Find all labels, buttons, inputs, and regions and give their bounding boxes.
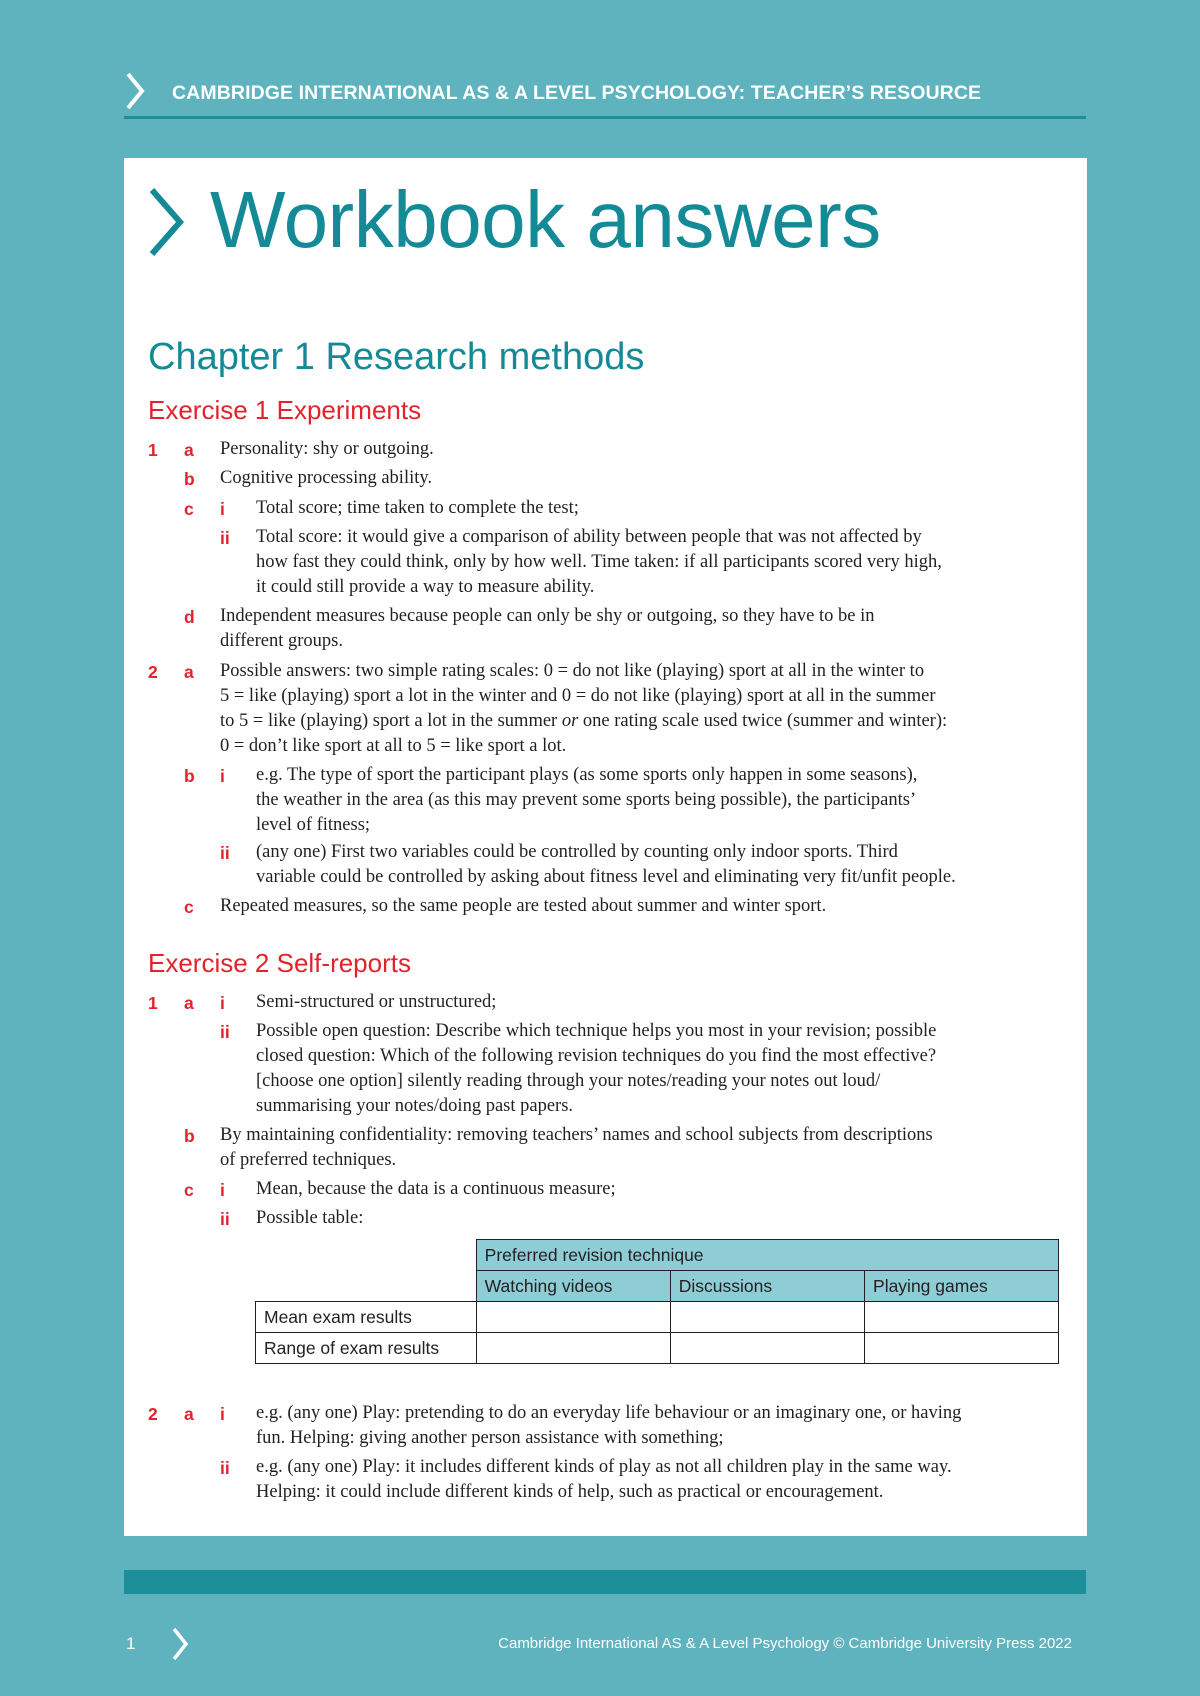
answer-line: summarising your notes/doing past papers. — [256, 1096, 574, 1116]
part-marker: c — [184, 499, 194, 519]
table-row — [256, 1333, 1059, 1364]
part-marker: a — [184, 993, 194, 1013]
part-marker: d — [184, 607, 195, 627]
chapter-title: Chapter 1 Research methods — [148, 336, 645, 378]
page-title: Workbook answers — [210, 175, 881, 264]
subpart-marker: ii — [220, 528, 230, 548]
answer-line: closed question: Which of the following revision techniques do you find the most effective? — [256, 1046, 937, 1066]
table-cell — [670, 1302, 864, 1333]
table-column-header: Playing games — [865, 1271, 1059, 1302]
answer-line: Possible table: — [256, 1208, 364, 1228]
answer-line: to 5 = like (playing) sport a lot in the summer or one rating scale used twice (summer and winter): — [220, 711, 948, 731]
copyright-notice: Cambridge International AS & A Level Psychology © Cambridge University Press 2022 — [498, 1635, 1072, 1652]
page-number: 1 — [126, 1634, 136, 1653]
subpart-marker: i — [220, 1180, 225, 1200]
table-cell — [256, 1271, 477, 1302]
subpart-marker: ii — [220, 1022, 230, 1042]
table-group-header: Preferred revision technique — [476, 1240, 1058, 1271]
table-column-header: Watching videos — [476, 1271, 670, 1302]
header-title: CAMBRIDGE INTERNATIONAL AS & A LEVEL PSYCHOLOGY: TEACHER’S RESOURCE — [172, 82, 982, 104]
part-marker: b — [184, 766, 195, 786]
table-row — [256, 1240, 1059, 1271]
table-cell — [476, 1302, 670, 1333]
table-row — [256, 1271, 1059, 1302]
answer-line: e.g. The type of sport the participant plays (as some sports only happen in some seasons), — [256, 765, 918, 785]
answer-line: how fast they could think, only by how well. Time taken: if all participants scored very high, — [256, 552, 942, 572]
answer-line: Total score; time taken to complete the test; — [256, 498, 579, 518]
subpart-marker: i — [220, 499, 225, 519]
question-number: 2 — [148, 1404, 158, 1424]
answer-line: Semi-structured or unstructured; — [256, 992, 497, 1012]
answer-line: Possible open question: Describe which technique helps you most in your revision; possible — [256, 1021, 937, 1041]
exercise-2-heading: Exercise 2 Self-reports — [148, 948, 411, 978]
subpart-marker: i — [220, 766, 225, 786]
table-cell — [865, 1302, 1059, 1333]
table-cell — [256, 1240, 477, 1271]
answer-line: e.g. (any one) Play: pretending to do an everyday life behaviour or an imaginary one, or having — [256, 1403, 962, 1423]
answer-line: [choose one option] silently reading through your notes/reading your notes out loud/ — [256, 1071, 881, 1091]
answer-line: Repeated measures, so the same people are tested about summer and winter sport. — [220, 896, 827, 916]
answer-line: Total score: it would give a comparison of ability between people that was not affected by — [256, 527, 922, 547]
answer-line: 5 = like (playing) sport a lot in the winter and 0 = do not like (playing) sport at all in the summer — [220, 686, 936, 706]
subpart-marker: i — [220, 993, 225, 1013]
answer-line: 0 = don’t like sport at all to 5 = like sport a lot. — [220, 736, 567, 756]
table-row-header: Mean exam results — [256, 1302, 477, 1333]
part-marker: a — [184, 1404, 194, 1424]
subpart-marker: i — [220, 1404, 225, 1424]
table-row — [256, 1302, 1059, 1333]
answer-line: By maintaining confidentiality: removing teachers’ names and school subjects from descriptions — [220, 1125, 933, 1145]
answer-line: fun. Helping: giving another person assistance with something; — [256, 1428, 724, 1448]
question-number: 1 — [148, 440, 158, 460]
part-marker: a — [184, 440, 194, 460]
footer-bar — [124, 1570, 1086, 1594]
answer-line: of preferred techniques. — [220, 1150, 397, 1170]
table-cell — [865, 1333, 1059, 1364]
answer-line: Mean, because the data is a continuous measure; — [256, 1179, 616, 1199]
part-marker: c — [184, 1180, 194, 1200]
answer-line: variable could be controlled by asking about fitness level and eliminating very fit/unfit people. — [256, 867, 956, 887]
chevron-right-icon — [170, 1626, 190, 1662]
revision-technique-table — [255, 1239, 1059, 1364]
answer-line: Possible answers: two simple rating scales: 0 = do not like (playing) sport at all in the winter to — [220, 661, 925, 681]
table-cell — [476, 1333, 670, 1364]
answer-line: Helping: it could include different kinds of help, such as practical or encouragement. — [256, 1482, 884, 1502]
answer-line: (any one) First two variables could be controlled by counting only indoor sports. Third — [256, 842, 898, 862]
part-marker: b — [184, 1126, 195, 1146]
answer-line: Cognitive processing ability. — [220, 468, 433, 488]
subpart-marker: ii — [220, 1209, 230, 1229]
table-cell — [670, 1333, 864, 1364]
table-row-header: Range of exam results — [256, 1333, 477, 1364]
subpart-marker: ii — [220, 843, 230, 863]
answer-line: Independent measures because people can only be shy or outgoing, so they have to be in — [220, 606, 875, 626]
part-marker: a — [184, 662, 194, 682]
part-marker: b — [184, 469, 195, 489]
exercise-1-heading: Exercise 1 Experiments — [148, 395, 422, 425]
chevron-right-icon — [124, 71, 146, 111]
part-marker: c — [184, 897, 194, 917]
answer-line: level of fitness; — [256, 815, 371, 835]
subpart-marker: ii — [220, 1458, 230, 1478]
answer-line: Personality: shy or outgoing. — [220, 439, 434, 459]
content-panel — [124, 158, 1087, 1536]
question-number: 1 — [148, 993, 158, 1013]
answer-line: the weather in the area (as this may prevent some sports being possible), the participants’ — [256, 790, 917, 810]
question-number: 2 — [148, 662, 158, 682]
answer-line: e.g. (any one) Play: it includes different kinds of play as not all children play in the same way. — [256, 1457, 952, 1477]
header-rule — [124, 116, 1086, 119]
answer-line: different groups. — [220, 631, 343, 651]
table-column-header: Discussions — [670, 1271, 864, 1302]
answer-line: it could still provide a way to measure ability. — [256, 577, 595, 597]
chevron-right-icon — [146, 186, 186, 258]
